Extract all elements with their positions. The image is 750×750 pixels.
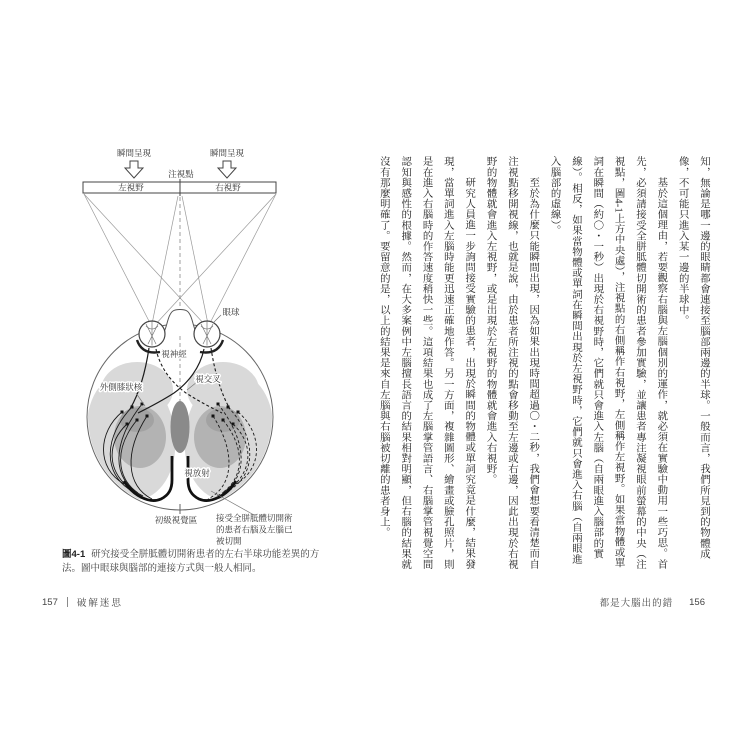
left-page-number: 157 [42,596,58,608]
callosotomy-note-line1: 接受全胼胝體切開術 [216,513,293,523]
figure-caption-text: 研究接受全胼胝體切開術患者的左右半球功能差異的方法。圖中眼球與腦部的連接方式與一般人相同。 [62,549,320,574]
optic-nerve-label: 視神經 [161,349,187,359]
fixation-point-label: 注視點 [168,169,194,179]
body-text [377,156,714,574]
book-title: 破解迷思 [76,598,123,609]
figure-4-1-diagram [55,138,350,550]
primary-visual-area-label: 初級視覺區 [154,515,198,525]
chapter-title: 都是大腦出的錯 [599,598,674,609]
central-core [171,401,190,453]
optic-chiasm-label: 視交叉 [195,374,221,384]
figure-caption [62,548,338,575]
right-visual-field-label: 右視野 [215,182,241,193]
left-visual-field-label: 左視野 [118,182,144,193]
lgn-label: 外側膝狀核 [99,382,143,392]
eyeball-label: 眼球 [222,307,240,317]
optic-radiation-label: 視放射 [184,468,210,478]
footer-divider [67,597,68,607]
paragraph-2: 基於這個理由，若要觀察右腦與左腦個別的運作，就必須在實驗中動用一些巧思。首先，必須請接受全胼胝體切開術的患者參加實驗，並讓患者專注凝視眼前螢幕的中央（注視點，圖4-1上方中央處），注視點的右側稱作右視野，左側稱作左視野。如果當物體或單詞在瞬間（約〇・一秒）出現於右視野時，它們就只會進入左腦（自兩眼進入腦部的實線）。相反，如果當物體或單詞在瞬間出現於左視野時，它們就只會進入右腦（自兩眼進入腦部的虛線）。 [548,156,667,570]
paragraph-1: 知，無論是哪一邊的眼睛都會連接至腦部兩邊的半球。一般而言，我們所見到的物體成像，不可能只進入某一邊的半球中。 [676,156,709,559]
callosotomy-note-line3: 被切開 [216,536,242,546]
right-page-number: 156 [689,596,705,608]
paragraph-3: 至於為什麼只能瞬間出現，因為如果出現時間超過〇・二秒，我們會想要看清楚而自注視點移開視線，也就是說，由於患者所注視的點會移動至左邊或右邊，因此出現於右視野的物體就會進入左視野，或是出現於左視野的物體就會進入右視野。 [484,156,539,570]
flash-label-right: 瞬間呈現 [209,148,245,158]
flash-label-left: 瞬間呈現 [116,148,152,158]
flash-arrow-left-icon [125,161,143,178]
right-page-footer [600,595,705,609]
paragraph-4: 研究人員進一步詢問接受實驗的患者，出現於瞬間的物體或單詞究竟是什麼，結果發現，當單詞進入左腦時能更迅速正確地作答。另一方面，複雜圖形、繪畫或臉孔照片，則是在進入右腦時的作答速度稍快一些。這項結果也成了左腦掌管語言、右腦掌管視覺空間認知與感性的根據。然而，在大多案例中左腦擅長語言的結果相對明顯，但右腦的結果就沒有那麼明確了。要留意的是，以上的結果是來自左腦與右腦被切離的患者身上。 [377,156,475,570]
callosotomy-note-line2: 的患者右腦及左腦已 [216,524,293,535]
figure-caption-number: 圖4-1 [62,549,86,560]
flash-arrow-right-icon [218,161,236,178]
left-page-footer [42,595,123,609]
nose-outline [162,310,198,335]
